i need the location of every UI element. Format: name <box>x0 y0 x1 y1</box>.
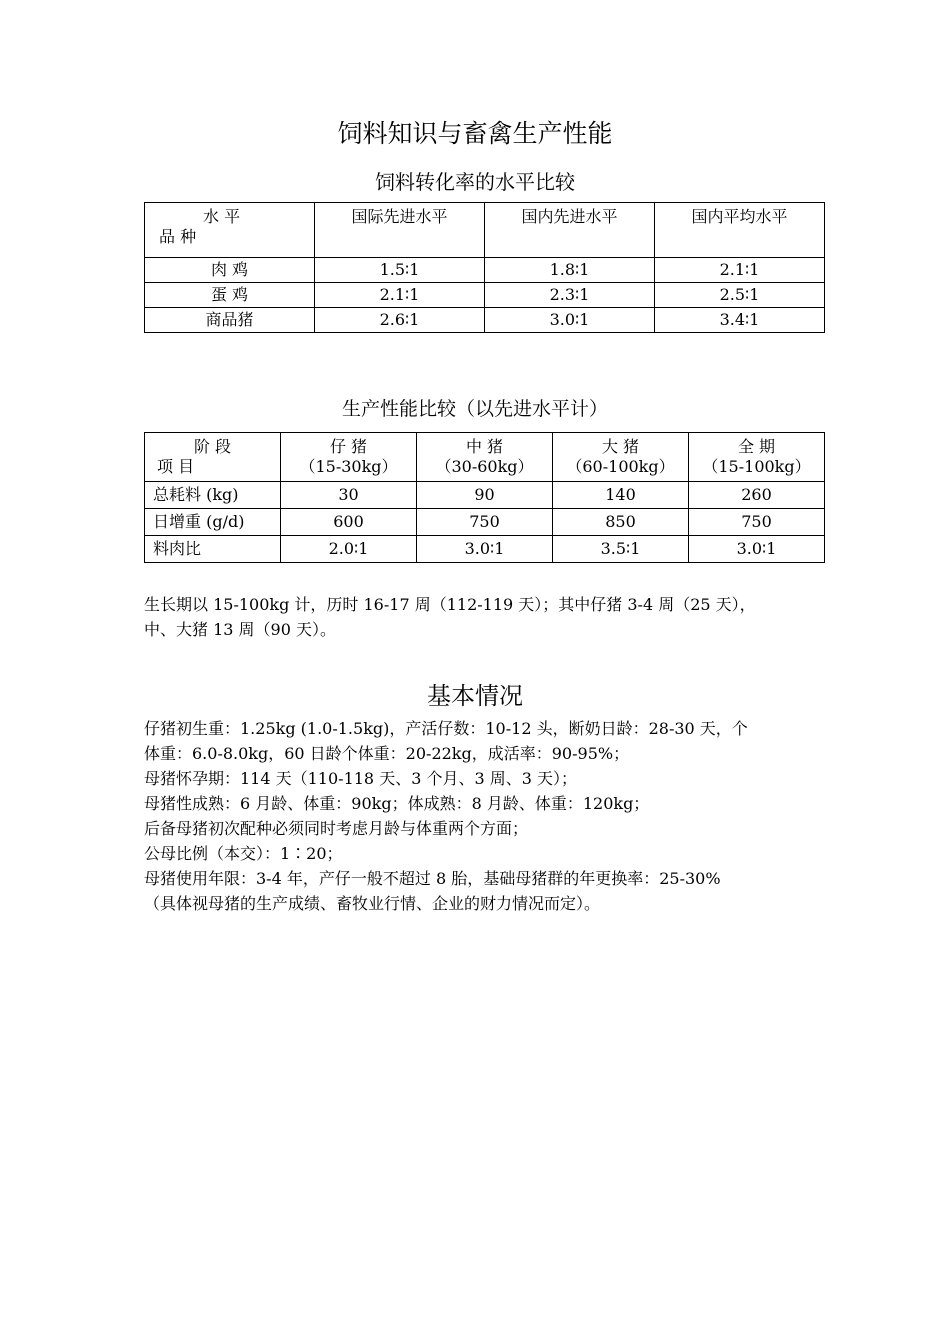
basic-info-body <box>144 716 824 916</box>
header-cell <box>689 433 825 482</box>
feed-conversion-table-title: 饲料转化率的水平比较 <box>375 170 575 194</box>
corner-top-label: 阶 段 <box>193 437 232 456</box>
document-title: 饲料知识与畜禽生产性能 <box>337 119 613 148</box>
corner-bottom-label: 项 目 <box>157 457 195 476</box>
note-line: 中、大猪 13 周（90 天）。 <box>144 620 336 639</box>
table-cell: 850 <box>553 509 689 536</box>
row-label: 肉 鸡 <box>145 258 315 283</box>
table-cell: 3.0∶1 <box>485 308 655 333</box>
table-cell: 30 <box>281 482 417 509</box>
table-row <box>145 308 825 333</box>
header-cell <box>553 433 689 482</box>
stage-name: 仔 猪 <box>329 437 368 456</box>
header-cell <box>281 433 417 482</box>
table-cell: 600 <box>281 509 417 536</box>
basic-info-line: 体重：6.0-8.0kg，60 日龄个体重：20-22kg，成活率：90-95%； <box>144 744 630 763</box>
header-cell <box>417 433 553 482</box>
corner-cell <box>145 433 281 482</box>
stage-range: （30-60kg） <box>435 457 534 476</box>
table-cell: 2.5∶1 <box>655 283 825 308</box>
table-cell: 2.1∶1 <box>315 283 485 308</box>
table-row <box>145 283 825 308</box>
basic-info-line: 母猪怀孕期：114 天（110-118 天、3 个月、3 周、3 天）； <box>144 769 577 788</box>
basic-info-line: 仔猪初生重：1.25kg (1.0-1.5kg)，产活仔数：10-12 头，断奶日龄：28-30 天，个 <box>144 719 748 738</box>
table-row <box>145 258 825 283</box>
table-row <box>145 509 825 536</box>
stage-name: 全 期 <box>737 437 776 456</box>
row-label: 总耗料 (kg) <box>145 482 281 509</box>
stage-range: （15-30kg） <box>299 457 398 476</box>
note-line: 生长期以 15-100kg 计，历时 16-17 周（112-119 天）；其中仔猪 3-4 周（25 天）， <box>144 595 756 614</box>
table-cell: 90 <box>417 482 553 509</box>
corner-cell <box>145 203 315 258</box>
stage-name: 大 猪 <box>601 437 640 456</box>
stage-range: （15-100kg） <box>702 457 811 476</box>
table-cell: 3.4∶1 <box>655 308 825 333</box>
row-label: 日增重 (g/d) <box>145 509 281 536</box>
table-cell: 3.0∶1 <box>417 536 553 563</box>
table-cell: 2.3∶1 <box>485 283 655 308</box>
stage-name: 中 猪 <box>465 437 504 456</box>
corner-bottom-label: 品 种 <box>159 227 197 246</box>
header-cell: 国内先进水平 <box>485 203 655 258</box>
row-label: 料肉比 <box>145 536 281 563</box>
table-cell: 2.6∶1 <box>315 308 485 333</box>
table-cell: 2.1∶1 <box>655 258 825 283</box>
table-cell: 140 <box>553 482 689 509</box>
growth-period-note <box>144 592 824 642</box>
basic-info-line: 母猪使用年限：3-4 年，产仔一般不超过 8 胎，基础母猪群的年更换率：25-30% <box>144 869 721 888</box>
feed-conversion-table <box>144 202 825 333</box>
table-cell: 260 <box>689 482 825 509</box>
performance-table-title: 生产性能比较（以先进水平计） <box>341 398 608 420</box>
header-cell: 国际先进水平 <box>315 203 485 258</box>
table-header-row <box>145 433 825 482</box>
table-cell: 2.0∶1 <box>281 536 417 563</box>
basic-info-line: 后备母猪初次配种必须同时考虑月龄与体重两个方面； <box>144 819 529 838</box>
table-cell: 750 <box>417 509 553 536</box>
basic-info-line: （具体视母猪的生产成绩、畜牧业行情、企业的财力情况而定）。 <box>144 894 601 913</box>
table-cell: 3.0∶1 <box>689 536 825 563</box>
performance-table <box>144 432 825 563</box>
table-cell: 1.5∶1 <box>315 258 485 283</box>
table-cell: 3.5∶1 <box>553 536 689 563</box>
basic-info-line: 母猪性成熟：6 月龄、体重：90kg；体成熟：8 月龄、体重：120kg； <box>144 794 650 813</box>
basic-info-title: 基本情况 <box>427 682 523 710</box>
row-label: 商品猪 <box>145 308 315 333</box>
corner-top-label: 水 平 <box>203 207 241 226</box>
table-cell: 1.8∶1 <box>485 258 655 283</box>
table-header-row <box>145 203 825 258</box>
basic-info-line: 公母比例（本交）：1∶20； <box>144 844 343 863</box>
row-label: 蛋 鸡 <box>145 283 315 308</box>
header-cell: 国内平均水平 <box>655 203 825 258</box>
table-cell: 750 <box>689 509 825 536</box>
stage-range: （60-100kg） <box>566 457 675 476</box>
table-row <box>145 482 825 509</box>
table-row <box>145 536 825 563</box>
